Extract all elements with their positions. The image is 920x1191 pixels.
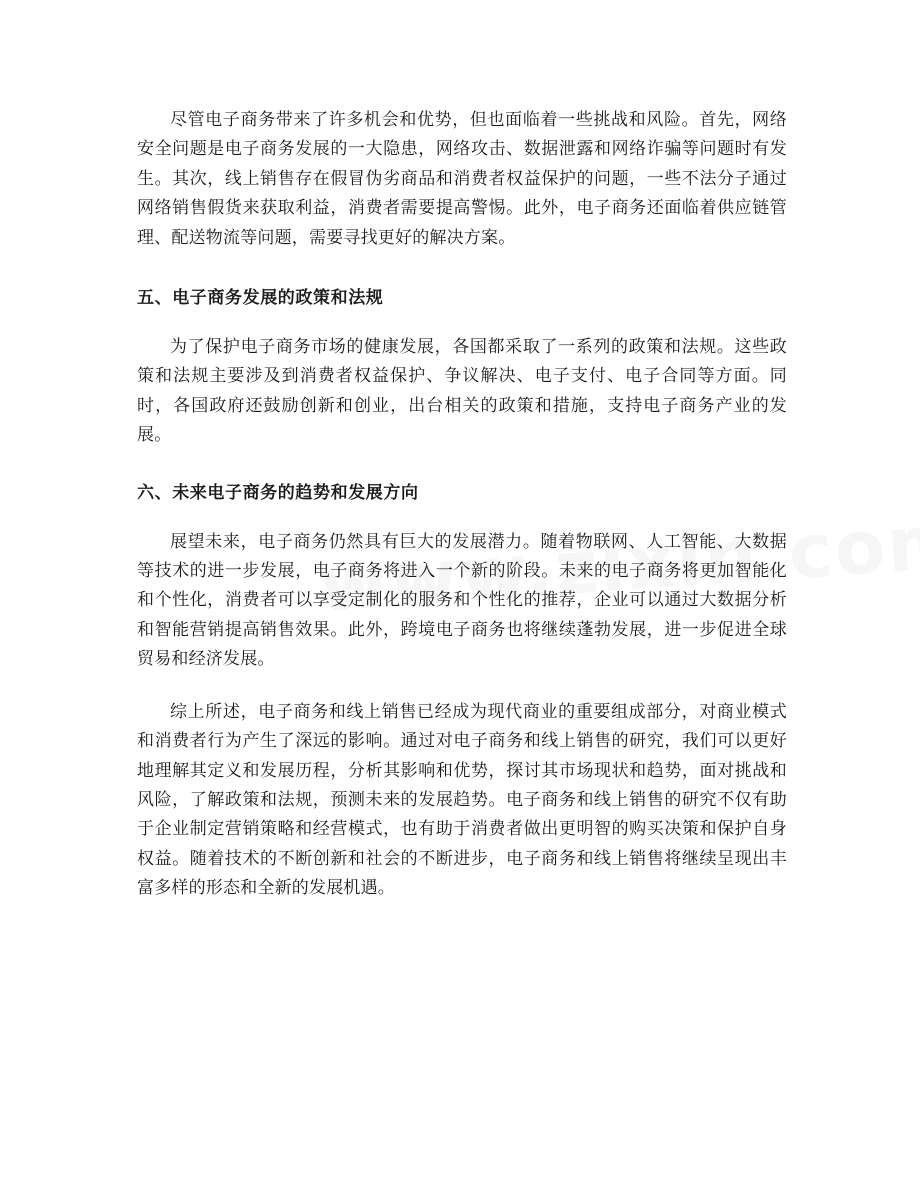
paragraph-conclusion: 综上所述，电子商务和线上销售已经成为现代商业的重要组成部分，对商业模式和消费者行为产生了深远的影响。通过对电子商务和线上销售的研究，我们可以更好地理解其定义和发展历程，分析其影响和优势，探讨其市场现状和趋势，面对挑战和风险，了解政策和法规，预测未来的发展趋势。电子商务和线上销售的研究不仅有助于企业制定营销策略和经营模式，也有助于消费者做出更明智的购买决策和保护自身权益。随着技术的不断创新和社会的不断进步，电子商务和线上销售将继续呈现出丰富多样的形态和全新的发展机遇。	[137, 701, 787, 899]
paragraph-challenges: 尽管电子商务带来了许多机会和优势，但也面临着一些挑战和风险。首先，网络安全问题是电子商务发展的一大隐患，网络攻击、数据泄露和网络诈骗等问题时有发生。其次，线上销售存在假冒伪劣商品和消费者权益保护的问题，一些不法分子通过网络销售假货来获取利益，消费者需要提高警惕。此外，电子商务还面临着供应链管理、配送物流等问题，需要寻找更好的解决方案。	[137, 110, 787, 248]
document-body	[137, 106, 787, 904]
section-heading-future: 六、未来电子商务的趋势和发展方向	[137, 482, 419, 503]
paragraph-future: 展望未来，电子商务仍然具有巨大的发展潜力。随着物联网、人工智能、大数据等技术的进一步发展，电子商务将进入一个新的阶段。未来的电子商务将更加智能化和个性化，消费者可以享受定制化的服务和个性化的推荐，企业可以通过大数据分析和智能营销提高销售效果。此外，跨境电子商务也将继续蓬勃发展，进一步促进全球贸易和经济发展。	[137, 531, 787, 670]
section-heading-policy: 五、电子商务发展的政策和法规	[137, 288, 384, 309]
paragraph-policy: 为了保护电子商务市场的健康发展，各国都采取了一系列的政策和法规。这些政策和法规主要涉及到消费者权益保护、争议解决、电子支付、电子合同等方面。同时，各国政府还鼓励创新和创业，出台相关的政策和措施，支持电子商务产业的发展。	[137, 337, 787, 446]
